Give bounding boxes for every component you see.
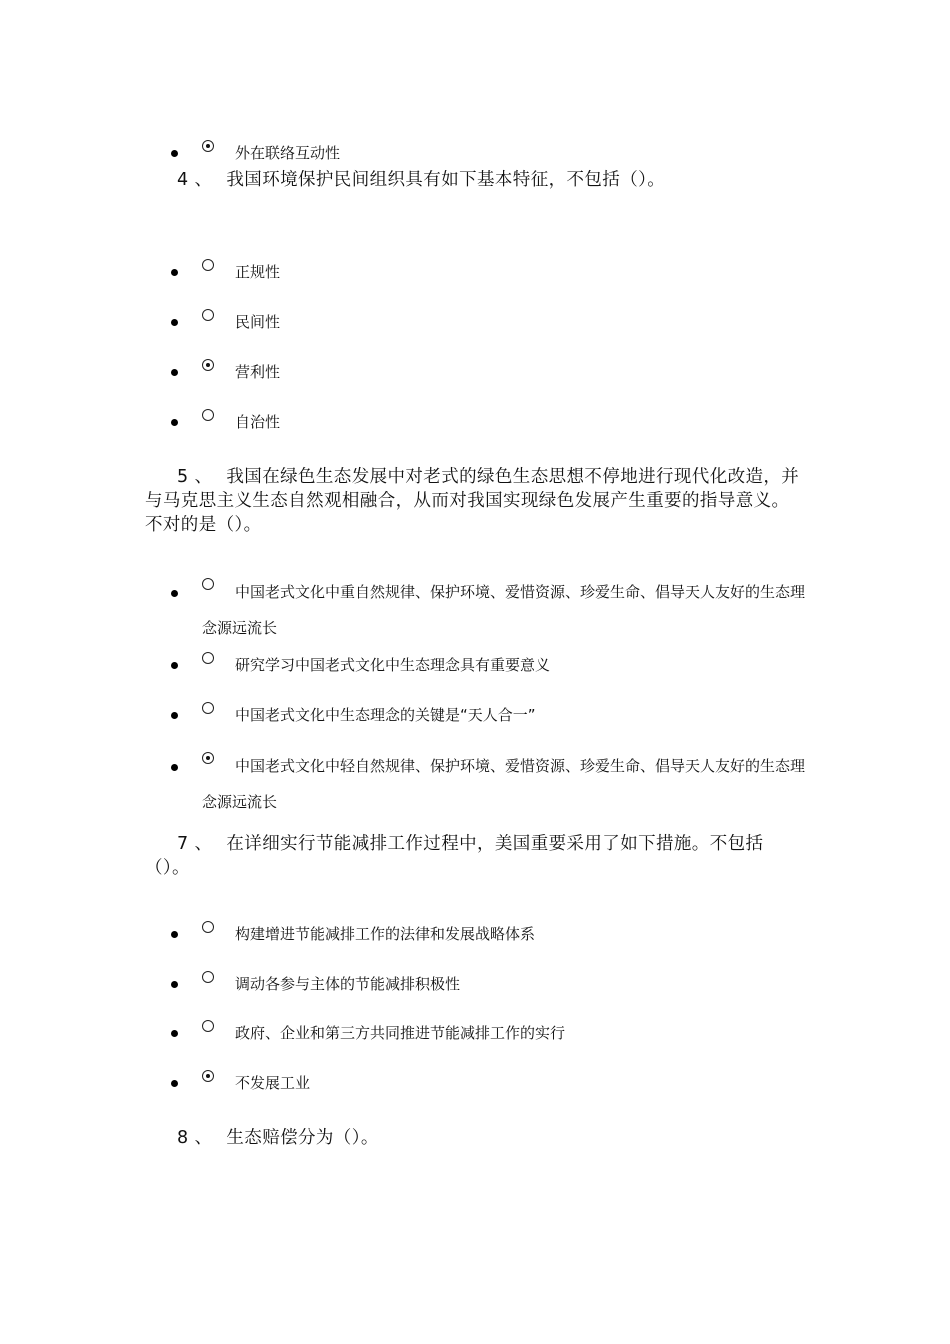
radio-unchecked-icon[interactable] bbox=[202, 309, 214, 321]
bullet-icon bbox=[171, 590, 178, 597]
radio-checked-icon[interactable] bbox=[202, 1070, 214, 1082]
option-label: 研究学习中国老式文化中生态理念具有重要意义 bbox=[235, 656, 551, 674]
radio-checked-icon[interactable] bbox=[202, 359, 214, 371]
question-8 bbox=[145, 1126, 805, 1150]
option-label: 外在联络互动性 bbox=[235, 144, 341, 162]
bullet-icon bbox=[171, 369, 178, 376]
question-number: 7 、 bbox=[177, 834, 213, 854]
option-label: 营利性 bbox=[235, 363, 281, 381]
bullet-icon bbox=[171, 764, 178, 771]
option-label: 正规性 bbox=[235, 263, 281, 281]
bullet-icon bbox=[171, 662, 178, 669]
question-number: 8 、 bbox=[177, 1128, 213, 1148]
bullet-icon bbox=[171, 150, 178, 157]
question-7 bbox=[145, 832, 805, 880]
question-text: 我国环境保护民间组织具有如下基本特征，不包括（）。 bbox=[226, 170, 666, 190]
radio-unchecked-icon[interactable] bbox=[202, 409, 214, 421]
radio-unchecked-icon[interactable] bbox=[202, 652, 214, 664]
bullet-icon bbox=[171, 269, 178, 276]
bullet-icon bbox=[171, 319, 178, 326]
question-text: 生态赔偿分为（）。 bbox=[226, 1128, 379, 1148]
option-label: 中国老式文化中重自然规律、保护环境、爱惜资源、珍爱生命、倡导天人友好的生态理念源远流长 bbox=[202, 583, 806, 637]
radio-unchecked-icon[interactable] bbox=[202, 702, 214, 714]
radio-unchecked-icon[interactable] bbox=[202, 971, 214, 983]
option-label: 政府、企业和第三方共同推进节能减排工作的实行 bbox=[235, 1024, 566, 1042]
option-label: 自治性 bbox=[235, 413, 281, 431]
bullet-icon bbox=[171, 712, 178, 719]
radio-unchecked-icon[interactable] bbox=[202, 1020, 214, 1032]
option-label: 调动各参与主体的节能减排积极性 bbox=[235, 975, 461, 993]
bullet-icon bbox=[171, 1030, 178, 1037]
question-number: 5 、 bbox=[177, 467, 213, 487]
bullet-icon bbox=[171, 931, 178, 938]
option-label: 构建增进节能减排工作的法律和发展战略体系 bbox=[235, 925, 536, 943]
option-label: 中国老式文化中生态理念的关键是“天人合一” bbox=[235, 706, 536, 724]
question-5 bbox=[145, 465, 805, 537]
option-label: 中国老式文化中轻自然规律、保护环境、爱惜资源、珍爱生命、倡导天人友好的生态理念源远流长 bbox=[202, 757, 806, 811]
radio-unchecked-icon[interactable] bbox=[202, 259, 214, 271]
bullet-icon bbox=[171, 1080, 178, 1087]
question-text: 在详细实行节能减排工作过程中，美国重要采用了如下措施。不包括（）。 bbox=[145, 834, 764, 878]
question-4 bbox=[145, 168, 805, 192]
bullet-icon bbox=[171, 981, 178, 988]
option-label: 民间性 bbox=[235, 313, 281, 331]
question-text: 我国在绿色生态发展中对老式的绿色生态思想不停地进行现代化改造，并与马克思主义生态自然观相融合，从而对我国实现绿色发展产生重要的指导意义。不对的是（）。 bbox=[145, 467, 800, 535]
radio-checked-icon[interactable] bbox=[202, 140, 214, 152]
option-label: 不发展工业 bbox=[235, 1074, 311, 1092]
question-number: 4 、 bbox=[177, 170, 213, 190]
bullet-icon bbox=[171, 419, 178, 426]
radio-unchecked-icon[interactable] bbox=[202, 921, 214, 933]
